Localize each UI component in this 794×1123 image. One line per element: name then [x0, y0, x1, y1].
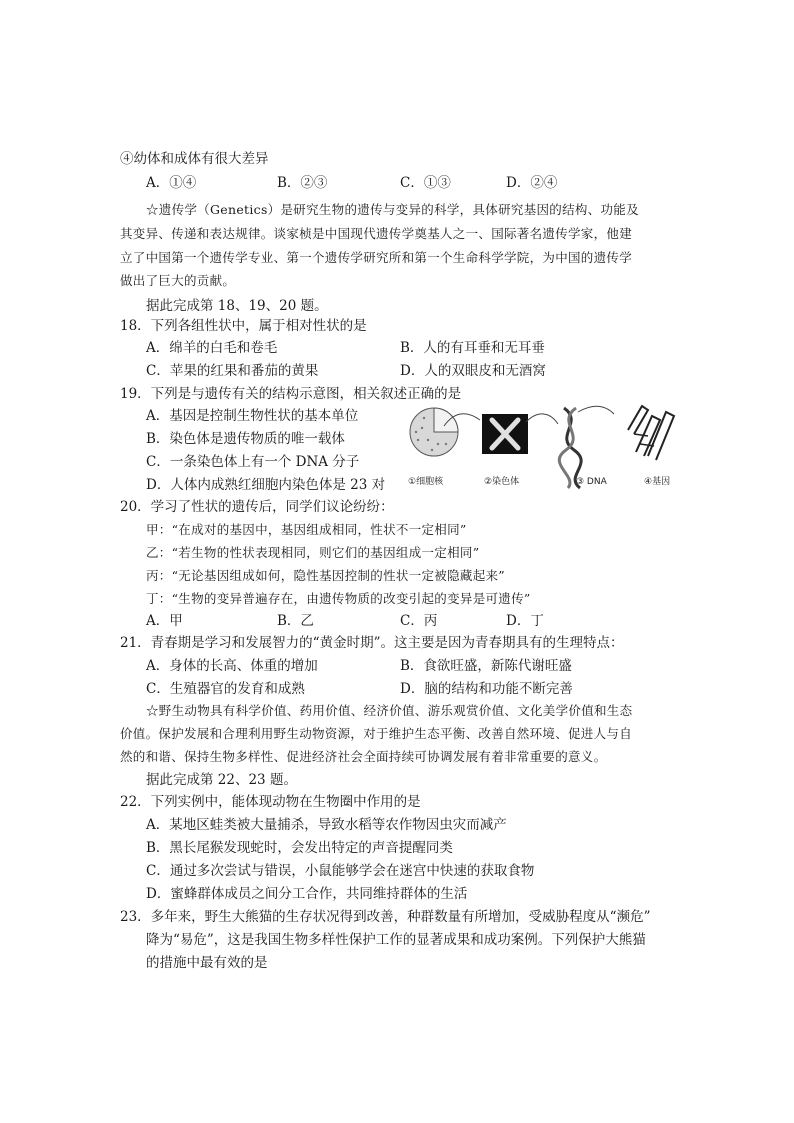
- instruction-22-23: 据此完成第 22、23 题。: [146, 772, 297, 788]
- q22-option-b: B．黑长尾猴发现蛇时，会发出特定的声音提醒同类: [146, 840, 453, 856]
- genetic-structure-figure: [404, 400, 694, 492]
- q18-option-c: C．苹果的红果和番茄的黄果: [146, 363, 319, 379]
- passage-line: 其变异、传递和表达规律。谈家桢是中国现代遗传学奠基人之一、国际著名遗传学家，他建: [120, 226, 633, 241]
- figure-label-chromosome: ②染色体: [484, 477, 520, 487]
- question-21-stem: 21．青春期是学习和发展智力的“黄金时期”。这主要是因为青春期具有的生理特点：: [120, 635, 624, 651]
- q18-option-d: D．人的双眼皮和无酒窝: [400, 363, 546, 379]
- q19-option-d: D．人体内成熟红细胞内染色体是 23 对: [146, 477, 386, 493]
- q21-option-c: C．生殖器官的发育和成熟: [146, 681, 305, 697]
- question-23-stem-cont: 降为“易危”，这是我国生物多样性保护工作的显著成果和成功案例。下列保护大熊猫: [146, 932, 646, 948]
- speech-yi: 乙：“若生物的性状表现相同，则它们的基因组成一定相同”: [146, 545, 480, 560]
- question-23-stem-cont: 的措施中最有效的是: [146, 955, 268, 971]
- option-c: C．①③: [400, 175, 451, 191]
- figure-label-nucleus: ①细胞核: [408, 477, 444, 487]
- passage-line: 然的和谐、保持生物多样性、促进经济社会全面持续可协调发展有着非常重要的意义。: [120, 749, 607, 764]
- question-22-stem: 22．下列实例中，能体现动物在生物圈中作用的是: [120, 794, 421, 810]
- passage-line: ☆野生动物具有科学价值、药用价值、经济价值、游乐观赏价值、文化美学价值和生态: [146, 703, 633, 718]
- option-d: D．②④: [506, 175, 558, 191]
- instruction-18-20: 据此完成第 18、19、20 题。: [146, 298, 328, 314]
- figure-label-dna: ③ DNA: [576, 477, 607, 487]
- q21-option-a: A．身体的长高、体重的增加: [146, 658, 318, 674]
- figure-label-gene: ④基因: [644, 477, 671, 487]
- question-19-stem: 19．下列是与遗传有关的结构示意图，相关叙述正确的是: [120, 386, 462, 402]
- question-20-stem: 20．学习了性状的遗传后，同学们议论纷纷：: [120, 499, 394, 515]
- q19-option-b: B．染色体是遗传物质的唯一载体: [146, 431, 345, 447]
- chromosome-icon: [482, 414, 558, 454]
- q22-option-a: A．某地区蛙类被大量捕杀，导致水稻等农作物因虫灾而减产: [146, 817, 507, 833]
- cell-nucleus-icon: [410, 408, 480, 456]
- question-18-stem: 18．下列各组性状中，属于相对性状的是: [120, 318, 367, 334]
- q18-option-b: B．人的有耳垂和无耳垂: [400, 340, 545, 356]
- passage-line: 做出了巨大的贡献。: [120, 273, 236, 288]
- item-4-text: ④幼体和成体有很大差异: [120, 151, 269, 167]
- option-a: A．①④: [146, 175, 197, 191]
- q22-option-d: D．蜜蜂群体成员之间分工合作，共同维持群体的生活: [146, 886, 468, 902]
- q18-option-a: A．绵羊的白毛和卷毛: [146, 340, 278, 356]
- q19-option-c: C．一条染色体上有一个 DNA 分子: [146, 454, 360, 470]
- q21-option-b: B．食欲旺盛，新陈代谢旺盛: [400, 658, 572, 674]
- speech-ding: 丁：“生物的变异普遍存在，由遗传物质的改变引起的变异是可遗传”: [146, 591, 531, 606]
- question-23-stem: 23．多年来，野生大熊猫的生存状况得到改善，种群数量有所增加，受威胁程度从“濒危”: [120, 909, 651, 925]
- passage-line: 价值。保护发展和合理利用野生动物资源，对于维护生态平衡、改善自然环境、促进人与自: [120, 726, 633, 741]
- q20-option-a: A．甲: [146, 613, 183, 629]
- gene-segment-icon: [628, 406, 674, 460]
- q21-option-d: D．脑的结构和功能不断完善: [400, 681, 573, 697]
- q20-option-b: B．乙: [277, 613, 314, 629]
- q22-option-c: C．通过多次尝试与错误，小鼠能够学会在迷宫中快速的获取食物: [146, 863, 535, 879]
- speech-bing: 丙：“无论基因组成如何，隐性基因控制的性状一定被隐藏起来”: [146, 568, 505, 583]
- passage-line: ☆遗传学（Genetics）是研究生物的遗传与变异的科学，具体研究基因的结构、功能及: [146, 202, 639, 217]
- dna-helix-icon: [559, 406, 614, 488]
- option-b: B．②③: [277, 175, 328, 191]
- q19-option-a: A．基因是控制生物性状的基本单位: [146, 408, 359, 424]
- q20-option-c: C．丙: [400, 613, 438, 629]
- speech-jia: 甲：“在成对的基因中，基因组成相同，性状不一定相同”: [146, 522, 467, 537]
- passage-line: 立了中国第一个遗传学专业、第一个遗传学研究所和第一个生命科学学院，为中国的遗传学: [120, 250, 633, 265]
- q20-option-d: D．丁: [506, 613, 544, 629]
